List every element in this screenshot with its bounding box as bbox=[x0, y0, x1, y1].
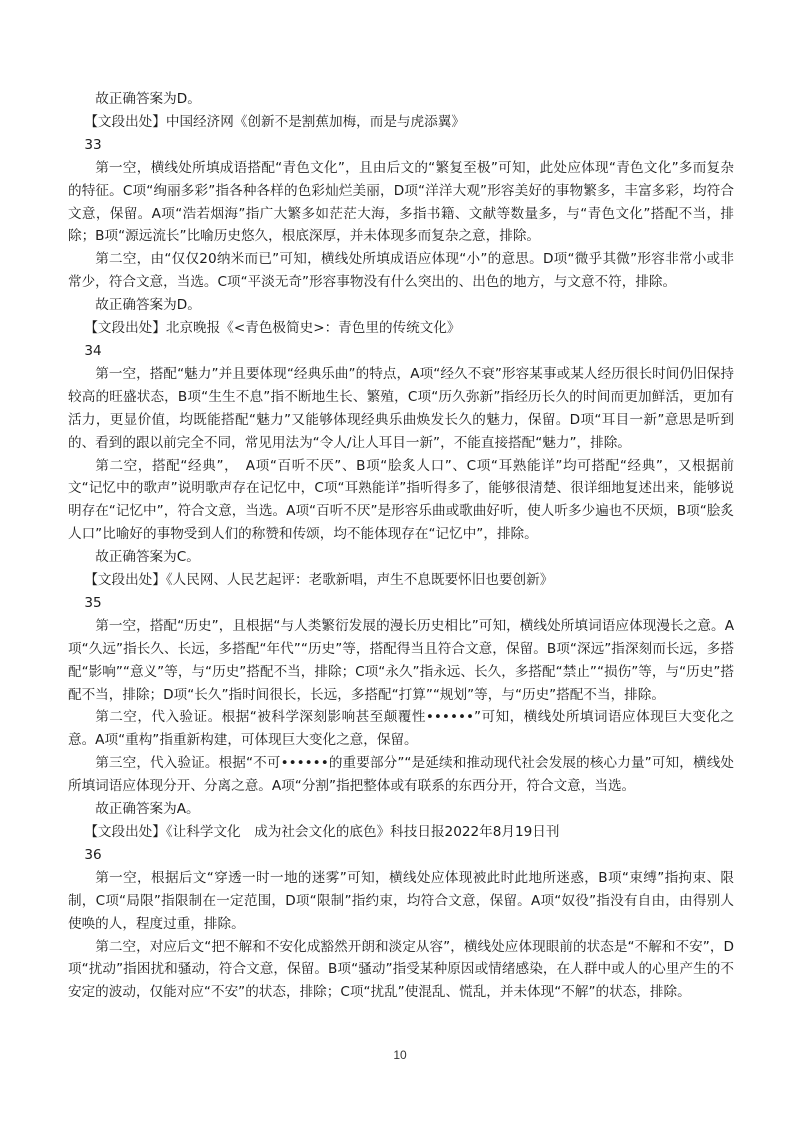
paragraph: 第二空，代入验证。根据“被科学深刻影响甚至颠覆性••••••”可知，横线处所填词语应体现巨大变化之意。A项“重构”指重新构建，可体现巨大变化之意，保留。 bbox=[68, 709, 734, 749]
question-number: 34 bbox=[84, 342, 102, 359]
source-citation: 【文段出处】《人民网、人民艺起评：老歌新唱，声生不息既要怀旧也要创新》 bbox=[84, 572, 554, 589]
document-body bbox=[68, 88, 734, 1004]
question-number: 35 bbox=[84, 594, 102, 611]
paragraph: 第二空，由“仅仅20纳米而已”可知，横线处所填成语应体现“小”的意思。D项“微乎其微”形容非常小或非常少，符合文意，当选。C项“平淡无奇”形容事物没有什么突出的、出色的地方，与文意不符，排除。 bbox=[68, 251, 734, 291]
question-number: 33 bbox=[84, 136, 102, 153]
paragraph-answer: 故正确答案为D。 bbox=[95, 297, 201, 314]
source-citation: 【文段出处】中国经济网《创新不是割蕉加梅，而是与虎添翼》 bbox=[84, 113, 465, 130]
paragraph-answer: 故正确答案为C。 bbox=[95, 549, 200, 566]
paragraph: 第一空，搭配“历史”，且根据“与人类繁衍发展的漫长历史相比”可知，横线处所填词语应体现漫长之意。A项“久远”指长久、长远，多搭配“年代”“历史”等，搭配得当且符合文意，保留。B项“深远”指深刻而长远，多搭配“影响”“意义”等，与“历史”搭配不当，排除；C项“永久”指永远、长久，多搭配“禁止”“损伤”等，与“历史”搭配不当，排除；D项“长久”指时间很长，长远，多搭配“打算”“规划”等，与“历史”搭配不当，排除。 bbox=[68, 617, 734, 703]
source-citation: 【文段出处】北京晚报《<青色极简史>：青色里的传统文化》 bbox=[84, 320, 461, 337]
paragraph: 第二空，对应后文“把不解和不安化成豁然开朗和淡定从容”，横线处应体现眼前的状态是“不解和不安”，D项“扰动”指困扰和骚动，符合文意，保留。B项“骚动”指受某种原因或情绪感染，在人群中或人的心里产生的不安定的波动，仅能对应“不安”的状态，排除；C项“扰乱”使混乱、慌乱，并未体现“不解”的状态，排除。 bbox=[68, 938, 734, 1001]
paragraph-answer: 故正确答案为A。 bbox=[95, 801, 200, 818]
source-citation: 【文段出处】《让科学文化 成为社会文化的底色》科技日报2022年8月19日刊 bbox=[84, 824, 560, 840]
paragraph-answer: 故正确答案为D。 bbox=[95, 91, 201, 107]
paragraph: 第一空，横线处所填成语搭配“青色文化”，且由后文的“繁复至极”可知，此处应体现“青色文化”多而复杂的特征。C项“绚丽多彩”指各种各样的色彩灿烂美丽，D项“洋洋大观”形容美好的事物繁多，丰富多彩，均符合文意，保留。A项“浩若烟海”指广大繁多如茫茫大海，多指书籍、文献等数量多，与“青色文化”搭配不当，排除；B项“源远流长”比喻历史悠久，根底深厚，并未体现多而复杂之意，排除。 bbox=[68, 159, 734, 245]
paragraph: 第三空，代入验证。根据“不可••••••的重要部分”“是延续和推动现代社会发展的核心力量”可知，横线处所填词语应体现分开、分离之意。A项“分割”指把整体或有联系的东西分开，符合文意，当选。 bbox=[68, 755, 734, 795]
page-number: 10 bbox=[393, 1048, 407, 1062]
paragraph: 第一空，根据后文“穿透一时一地的迷雾”可知，横线处应体现被此时此地所迷惑，B项“束缚”指拘束、限制，C项“局限”指限制在一定范围，D项“限制”指约束，均符合文意，保留。A项“奴役”指没有自由，由得别人使唤的人，程度过重，排除。 bbox=[68, 869, 734, 932]
paragraph: 第二空，搭配“经典”， A项“百听不厌”、B项“脍炙人口”、C项“耳熟能详”均可搭配“经典”，又根据前文“记忆中的歌声”说明歌声存在记忆中，C项“耳熟能详”指听得多了，能够很清楚、很详细地复述出来，能够说明存在“记忆中”，符合文意，当选。A项“百听不厌”是形容乐曲或歌曲好听，使人听多少遍也不厌烦，B项“脍炙人口”比喻好的事物受到人们的称赞和传颂，均不能体现存在“记忆中”，排除。 bbox=[68, 457, 734, 543]
question-number: 36 bbox=[84, 846, 102, 863]
paragraph: 第一空，搭配“魅力”并且要体现“经典乐曲”的特点，A项“经久不衰”形容某事或某人经历很长时间仍旧保持较高的旺盛状态，B项“生生不息”指不断地生长、繁殖，C项“历久弥新”指经历长久的时间而更加鲜活，更加有活力，更显价值，均既能搭配“魅力”又能够体现经典乐曲焕发长久的魅力，保留。D项“耳目一新”意思是听到的、看到的跟以前完全不同，常见用法为“令人/让人耳目一新”，不能直接搭配“魅力”，排除。 bbox=[68, 365, 734, 451]
